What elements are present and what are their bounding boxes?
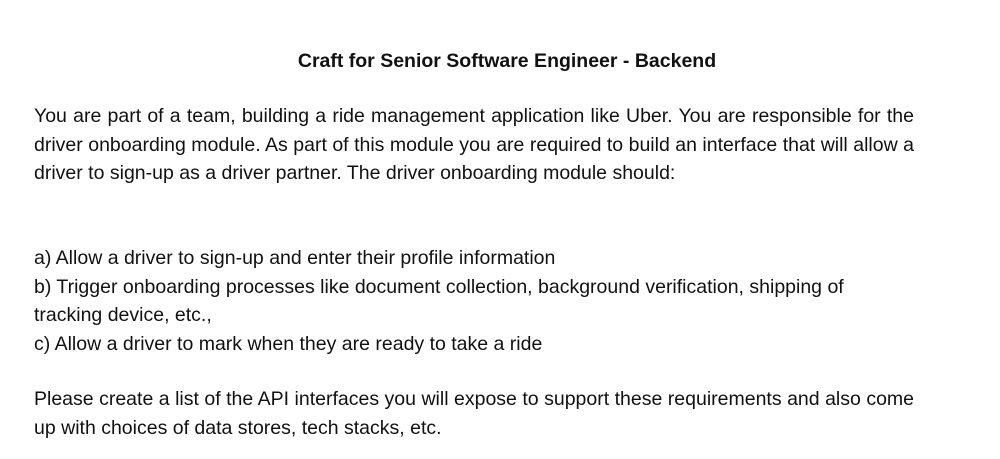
requirement-item-b: b) Trigger onboarding processes like document collection, background verification, shipping of tracking device, etc.,: [34, 275, 844, 326]
closing-paragraph: Please create a list of the API interfaces you will expose to support these requirements and also come up with choices of data stores, tech stacks, etc.: [34, 388, 914, 439]
requirements-list: [34, 244, 914, 358]
requirement-item-a: a) Allow a driver to sign-up and enter their profile information: [34, 247, 556, 269]
document-title: Craft for Senior Software Engineer - Backend: [297, 50, 717, 72]
requirement-item-c: c) Allow a driver to mark when they are ready to take a ride: [34, 332, 543, 355]
intro-paragraph: You are part of a team, building a ride management application like Uber. You are responsible for the driver onboarding module. As part of this module you are required to build an interface that will allow a driver to sign-up as a driver partner. The driver onboarding module should:: [34, 105, 914, 184]
